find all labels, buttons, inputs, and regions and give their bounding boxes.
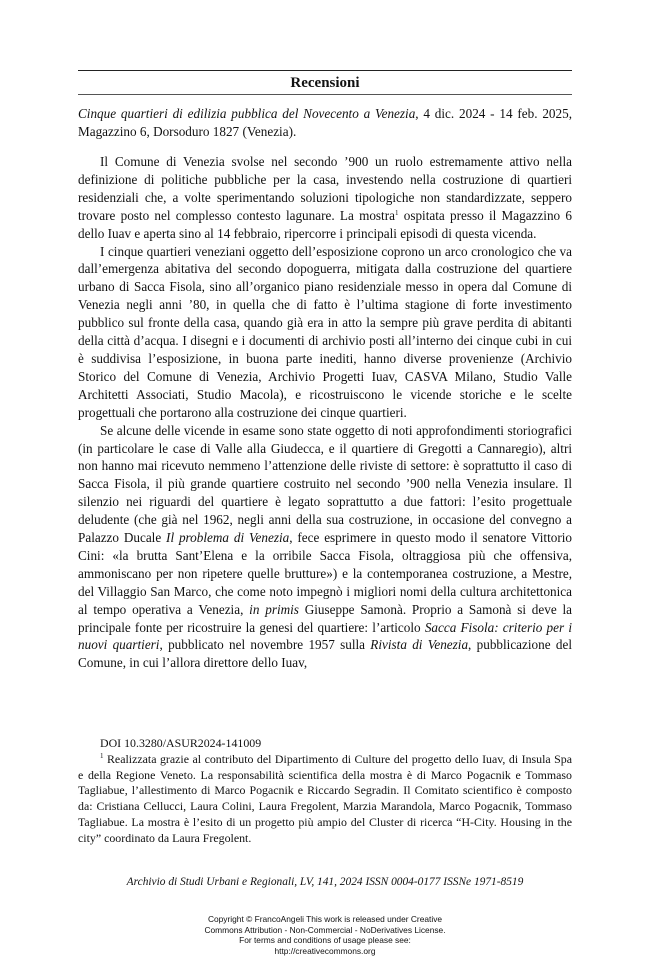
doi[interactable]: DOI 10.3280/ASUR2024-141009 [100, 736, 262, 750]
footnote-1: $^1$ Realizzata grazie al contributo del Dipartimento di Culture del progetto dello Iuav, di Insula Spa e della Regione Veneto. La responsabilità scientifica della mostra è di Marco Pogacnik e Tommaso Tagliabue, l’allestimento di Marco Pogacnik e Riccardo Segradin. Il Comitato scientifico è composto da: Cristiana Cellucci, Laura Colini, Laura Fregolent, Marzia Marandola, Marco Pogacnik, Tommaso Tagliabue. La mostra è l’esito di un progetto più ampio del Cluster di ricerca “H-City. Housing in the city” coordinato da Laura Fregolent. [78, 751, 572, 845]
top-rule [78, 70, 572, 71]
license-line: Commons Attribution - Non-Commercial - NoDerivatives License. [204, 924, 446, 935]
journal-citation: Archivio di Studi Urbani e Regionali, LV, 141, 2024 ISSN 0004-0177 ISSNe 1971-8519 [126, 876, 524, 888]
header-rule [78, 94, 572, 95]
section-title: Recensioni [290, 75, 360, 91]
exhibition-details: , 4 dic. 2024 - 14 feb. 2025, Magazzino 6, Dorsoduro 1827 (Venezia). [78, 106, 572, 140]
footnotes [78, 736, 572, 847]
footnote-marker: 1 [100, 751, 104, 760]
footnote-ref-1[interactable]: 1 [394, 208, 399, 217]
paragraph-3: Se alcune delle vicende in esame sono state oggetto di noti approfondimenti storiografici (in particolare le case di Valle alla Giudecca, e il quartiere di Gregotti a Cannaregio), altri non hanno mai ricevuto nemmeno l’attenzione delle riviste di settore: è soprattutto il caso di Sacca Fisola, il più grande quartiere costruito nel secondo ’900 nella Venezia insulare. Il silenzio nei riguardi del quartiere è legato soprattutto a due fattori: l’esito progettuale deludente (che già nel 1962, negli anni della sua costruzione, in occasione del convegno a Palazzo Ducale Il problema di Venezia, fece esprimere in questo modo il senatore Vittorio Cini: «la brutta Sant’Elena e la orribile Sacca Fisola, oltraggiosa più che offensiva, ammoniscano per non ripetere quelle brutture») e la contemporanea costruzione, a Mestre, del Villaggio San Marco, che come noto impegnò i migliori nomi della cultura architettonica al tempo operativa a Venezia, in primis Giuseppe Samonà. Proprio a Samonà si deve la principale fonte per ricostruire la genesi del quartiere: l’articolo Sacca Fisola: criterio per i nuovi quartieri, pubblicato nel novembre 1957 sulla Rivista di Venezia, pubblicazione del Comune, in cui l’allora direttore dello Iuav, [78, 422, 573, 671]
license-link[interactable]: http://creativecommons.org [274, 945, 376, 956]
paragraph-2: I cinque quartieri veneziani oggetto dell’esposizione coprono un arco cronologico che va dall’emergenza abitativa del secondo dopoguerra, mitigata dalla costruzione del quartiere urbano di Sacca Fisola, sino all’organico piano residenziale messo in opera dal Comune di Venezia negli anni ’80, in quella che di fatto è l’ultima stagione di forte investimento pubblico sul fronte della casa, quando già era in atto la sempre più grave perdita di abitanti della città d’acqua. I disegni e i documenti di archivio posti all’interno dei cinque cubi in cui è suddivisa l’esposizione, in buona parte inediti, hanno diverse provenienze (Archivio Storico del Comune di Venezia, Archivio Progetti Iuav, CASVA Milano, Studio Valle Architetti Associati, Studio Macola), e ricostruiscono le vicende storiche e le scelte progettuali che portarono alla costruzione dei cinque quartieri. [78, 243, 572, 420]
license-line: For terms and conditions of usage please see: [239, 935, 411, 946]
exhibition-reference [78, 105, 572, 142]
exhibition-title: Cinque quartieri di edilizia pubblica del Novecento a Venezia [78, 106, 416, 121]
paragraph-1: Il Comune di Venezia svolse nel secondo ’900 un ruolo estremamente attivo nella definizione di politiche pubbliche per la casa, investendo nella costruzione di quartieri residenziali che, a volte sperimentando soluzioni tipologiche non standardizzate, seppero trovare posto nel complesso contesto lagunare. La mostra$^1$ ospitata presso il Magazzino 6 dello Iuav e aperta sino al 14 febbraio, ripercorre i principali episodi di questa vicenda. [78, 154, 572, 241]
license-notice [0, 914, 650, 956]
license-line: Copyright © FrancoAngeli This work is released under Creative [207, 914, 443, 924]
review-body [78, 153, 572, 672]
